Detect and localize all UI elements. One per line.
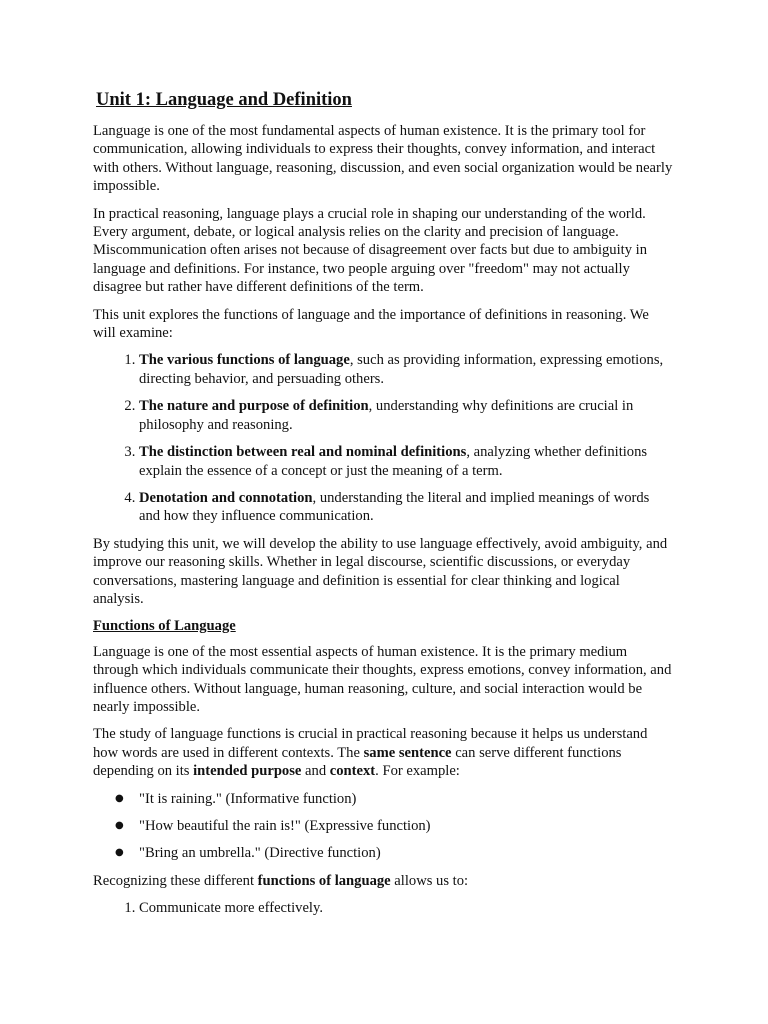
- example-text: "How beautiful the rain is!" (Expressive function): [139, 818, 431, 834]
- list-item: [139, 351, 673, 388]
- text-run: can serve different functions depending on its: [93, 744, 622, 780]
- topic-text: , understanding why definitions are crucial in philosophy and reasoning.: [139, 398, 634, 433]
- benefits-list: [93, 899, 673, 917]
- text-run: . For example:: [375, 763, 460, 780]
- emphasis: same sentence: [363, 744, 452, 761]
- text-run: and: [301, 763, 330, 780]
- emphasis: intended purpose: [193, 763, 302, 780]
- intro-paragraph-1: Language is one of the most fundamental aspects of human existence. It is the primary tool for communication, allowing individuals to express their thoughts, convey information, and interact with others. Without language, reasoning, discussion, and even social organization would be nearly impossible.: [93, 123, 673, 195]
- list-item: [115, 790, 673, 808]
- page-title: Unit 1: Language and Definition: [96, 90, 352, 110]
- topic-text: , understanding the literal and implied meanings of words and how they influence communication.: [139, 489, 650, 525]
- unit-topics-list: [93, 351, 673, 525]
- topic-text: , analyzing whether definitions explain the essence of a concept or just the meaning of a term.: [139, 444, 648, 479]
- list-item: [139, 397, 673, 434]
- list-item: [115, 817, 673, 835]
- topic-bold: The distinction between real and nominal definitions: [139, 444, 467, 461]
- conclusion-paragraph: By studying this unit, we will develop the ability to use language effectively, avoid ambiguity, and improve our reasoning skills. Whether in legal discourse, scientific discussions, or everyday conversations, mastering language and definition is essential for clear thinking and logical analysis.: [93, 535, 668, 607]
- text-run: The study of language functions is crucial in practical reasoning because it helps us understand how words are used in different contexts. The: [93, 726, 648, 761]
- recognizing-paragraph: [93, 872, 673, 890]
- text-run: allows us to:: [390, 872, 469, 889]
- emphasis: context: [329, 763, 376, 780]
- example-text: "It is raining." (Informative function): [139, 790, 357, 807]
- text-run: Recognizing these different: [93, 872, 258, 889]
- examples-list: [93, 790, 673, 863]
- bullet-icon: ●: [115, 792, 124, 804]
- topic-bold: The various functions of language: [139, 352, 350, 369]
- intro-paragraph-2: In practical reasoning, language plays a crucial role in shaping our understanding of the world. Every argument, debate, or logical analysis relies on the clarity and precision of language. Miscommunication often arises not because of disagreement over facts but due to ambiguity in language and definitions. For instance, two people arguing over "freedom" may not actually disagree but rather have different definitions of the term.: [93, 205, 648, 296]
- bullet-icon: ●: [115, 847, 124, 859]
- topic-bold: The nature and purpose of definition: [139, 398, 369, 415]
- emphasis: functions of language: [257, 872, 391, 889]
- document-body: [93, 88, 673, 927]
- list-item: 1. Communicate more effectively.: [139, 899, 673, 917]
- list-item: [115, 844, 673, 862]
- section-paragraph-2: [93, 725, 673, 780]
- bullet-icon: ●: [115, 820, 124, 831]
- topic-bold: Denotation and connotation: [139, 489, 313, 506]
- section-paragraph-1: Language is one of the most essential aspects of human existence. It is the primary medium through which individuals communicate their thoughts, express emotions, convey information, and influence others. Without language, human reasoning, culture, and social interaction would be nearly impossible.: [93, 643, 672, 715]
- example-text: "Bring an umbrella." (Directive function): [139, 845, 381, 862]
- section-heading: Functions of Language: [93, 618, 236, 635]
- list-item: [139, 443, 673, 480]
- topic-text: , such as providing information, expressing emotions, directing behavior, and persuading others.: [139, 352, 664, 387]
- intro-paragraph-3: This unit explores the functions of language and the importance of definitions in reasoning. We will examine:: [93, 306, 649, 342]
- list-item: [139, 489, 673, 526]
